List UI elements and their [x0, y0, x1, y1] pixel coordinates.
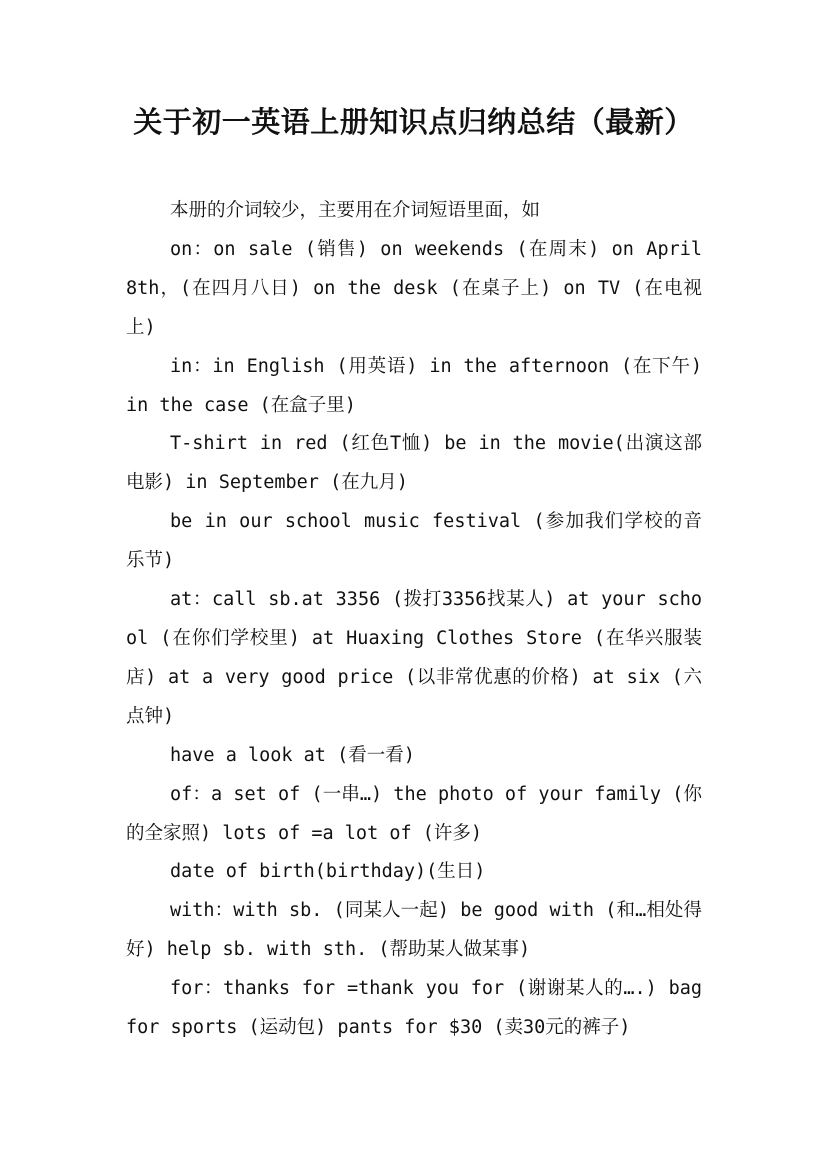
preposition-in-examples-paragraph: T-shirt in red (红色T恤) be in the movie(出演这部电影) in September (在九月) [126, 433, 702, 494]
preposition-for-paragraph: for：thanks for =thank you for (谢谢某人的….) bag for sports (运动包) pants for $30 (卖30元的裤子) [126, 978, 702, 1039]
have-a-look-paragraph: have a look at (看一看) [170, 744, 415, 766]
preposition-at-paragraph: at：call sb.at 3356 (拨打3356找某人) at your school (在你们学校里) at Huaxing Clothes Store (在华兴服装店) at a very good price (以非常优惠的价格) at six (六点钟) [126, 589, 702, 727]
preposition-of-paragraph: of：a set of (一串…) the photo of your family (你的全家照) lots of =a lot of (许多) [126, 783, 702, 844]
preposition-in-paragraph: in：in English (用英语) in the afternoon (在下午) in the case (在盒子里) [126, 355, 702, 416]
intro-paragraph: 本册的介词较少，主要用在介词短语里面，如 [170, 200, 541, 221]
date-of-birth-paragraph: date of birth(birthday)(生日) [170, 861, 486, 883]
document-body [126, 192, 702, 1048]
document-title: 关于初一英语上册知识点归纳总结（最新） [133, 105, 694, 139]
preposition-with-paragraph: with：with sb. (同某人一起) be good with (和…相处得好) help sb. with sth. (帮助某人做某事) [126, 900, 702, 961]
preposition-on-paragraph: on：on sale (销售) on weekends (在周末) on April 8th，(在四月八日) on the desk (在桌子上) on TV (在电视上) [126, 238, 702, 338]
preposition-in-festival-paragraph: be in our school music festival (参加我们学校的音乐节) [126, 511, 702, 572]
